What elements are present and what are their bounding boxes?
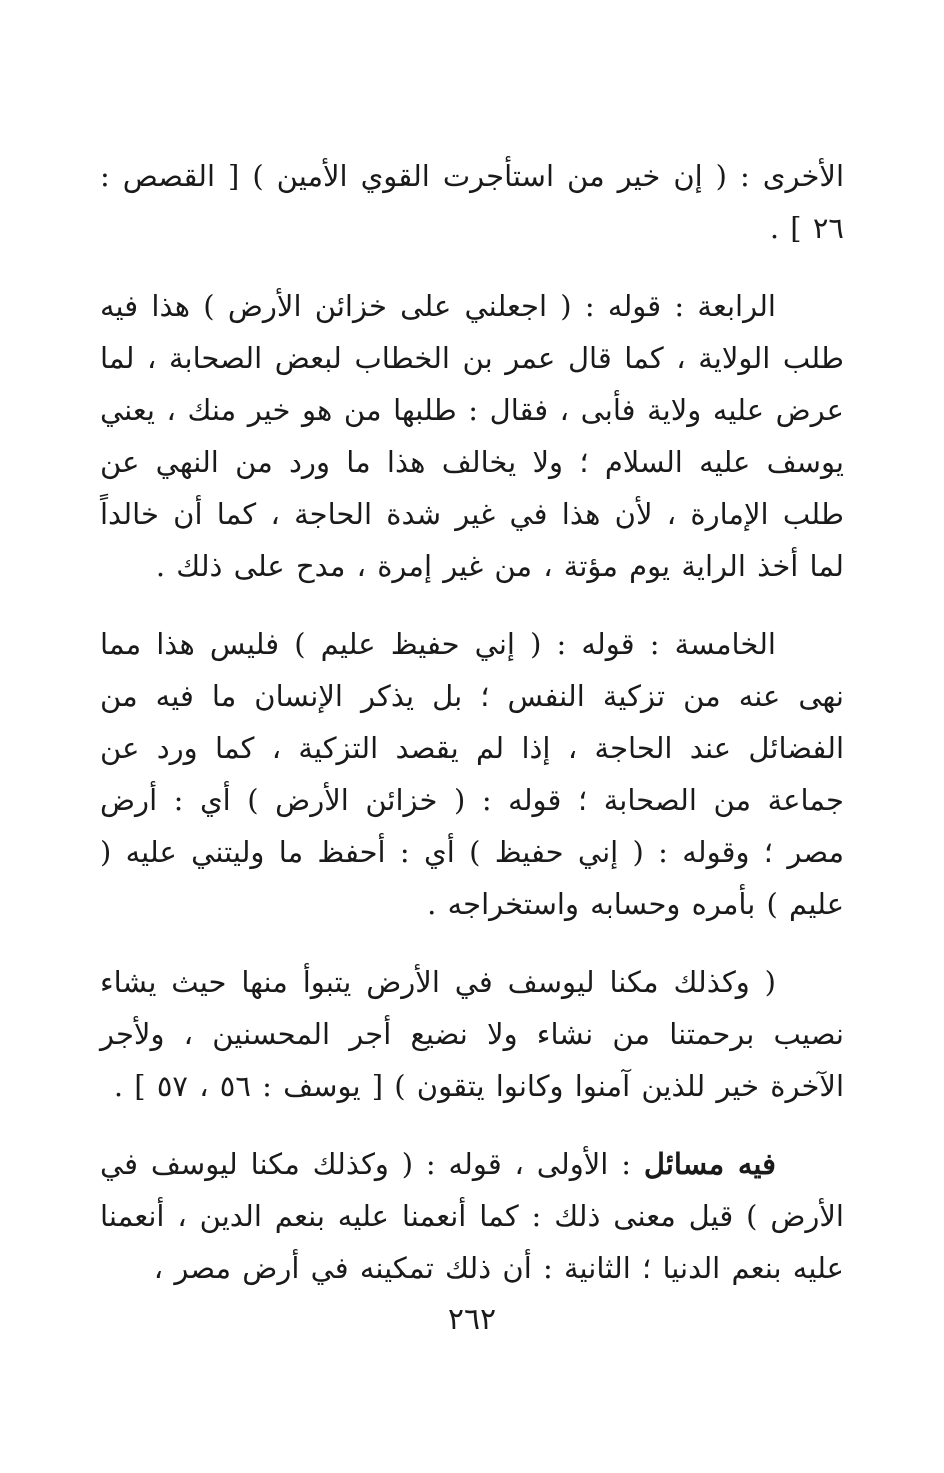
paragraph-4-text: ( وكذلك مكنا ليوسف في الأرض يتبوأ منها حيث يشاء نصيب برحمتنا من نشاء ولا نضيع أجر المحسنين ، ولأجر الآخرة خير للذين آمنوا وكانوا يتقون ) [ يوسف : ٥٦ ، ٥٧ ] . <box>100 965 844 1103</box>
page-body <box>100 150 844 1320</box>
paragraph-3-text: الخامسة : قوله : ( إني حفيظ عليم ) فليس هذا مما نهى عنه من تزكية النفس ؛ بل يذكر الإنسان ما فيه من الفضائل عند الحاجة ، إذا لم يقصد التزكية ، كما ورد عن جماعة من الصحابة ؛ قوله : ( خزائن الأرض ) أي : أرض مصر ؛ وقوله : ( إني حفيظ ) أي : أحفظ ما وليتني عليه ( عليم ) بأمره وحسابه واستخراجه . <box>100 627 844 921</box>
page-number: ٢٦٢ <box>447 1302 497 1337</box>
paragraph-1 <box>100 150 844 254</box>
paragraph-3 <box>100 618 844 930</box>
paragraph-5-text: : الأولى ، قوله : ( وكذلك مكنا ليوسف في الأرض ) قيل معنى ذلك : كما أنعمنا عليه بنعم الدين ، أنعمنا عليه بنعم الدنيا ؛ الثانية : أن ذلك تمكينه في أرض مصر ، <box>100 1147 844 1285</box>
paragraph-5-lead: فيه مسائل <box>643 1147 776 1181</box>
paragraph-2-text: الرابعة : قوله : ( اجعلني على خزائن الأرض ) هذا فيه طلب الولاية ، كما قال عمر بن الخطاب لبعض الصحابة ، لما عرض عليه ولاية فأبى ، فقال : طلبها من هو خير منك ، يعني يوسف عليه السلام ؛ ولا يخالف هذا ما ورد من النهي عن طلب الإمارة ، لأن هذا في غير شدة الحاجة ، كما أن خالداً لما أخذ الراية يوم مؤتة ، من غير إمرة ، مدح على ذلك . <box>100 289 844 583</box>
paragraph-1-text: الأخرى : ( إن خير من استأجرت القوي الأمين ) [ القصص : ٢٦ ] . <box>100 159 844 245</box>
paragraph-2 <box>100 280 844 592</box>
paragraph-5 <box>100 1138 844 1294</box>
paragraph-4 <box>100 956 844 1112</box>
